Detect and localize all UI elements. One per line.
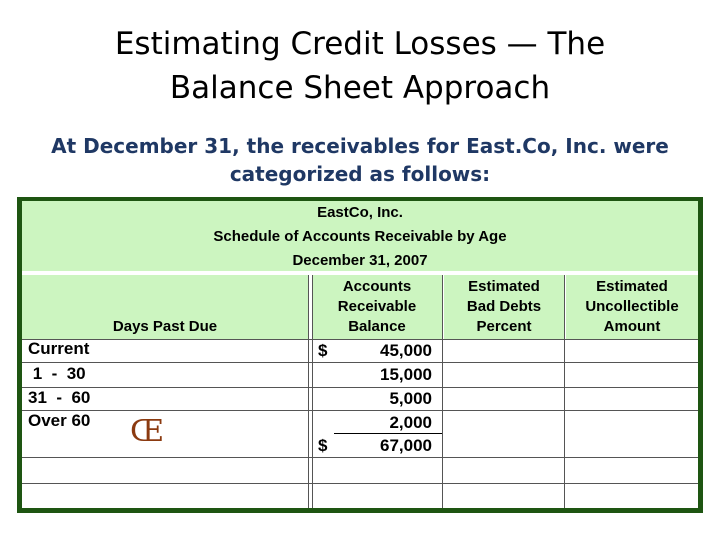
col-header-amount [566,275,698,339]
column-divider [564,275,565,508]
slide-title-line2: Balance Sheet Approach [169,70,551,106]
col-balance-line1: Accounts [342,278,412,295]
total-underline [334,433,442,434]
row-dollar-current: $ [318,341,328,360]
slide-title [0,22,720,110]
col-amount-line3: Amount [603,318,661,335]
row-label-current: Current [28,339,90,358]
col-balance-line2: Receivable [337,298,417,315]
schedule-date: December 31, 2007 [292,252,428,269]
slide-subtitle-line2: categorized as follows: [229,162,491,186]
row-divider [22,339,698,340]
row-divider [22,483,698,484]
row-balance-1-30: 15,000 [380,365,432,384]
schedule-title: Schedule of Accounts Receivable by Age [213,228,507,245]
row-divider [22,362,698,363]
total-dollar: $ [318,436,328,455]
row-divider [22,410,698,411]
col-percent-line3: Percent [476,318,532,335]
slide-title-line1: Estimating Credit Losses — The [114,26,606,62]
row-balance-over-60: 2,000 [389,413,432,432]
row-balance-31-60: 5,000 [389,389,432,408]
col-header-balance [312,275,442,339]
row-divider [22,457,698,458]
aging-schedule-frame [17,197,703,513]
col-header-percent [444,275,564,339]
row-label-1-30: 1 - 30 [28,364,86,383]
company-name: EastCo, Inc. [317,204,403,221]
slide-subtitle [40,132,680,188]
col-percent-line1: Estimated [468,278,540,295]
aging-schedule [22,201,698,508]
col-amount-line2: Uncollectible [585,298,679,315]
col-amount-line1: Estimated [596,278,668,295]
col-percent-line2: Bad Debts [466,298,542,315]
column-divider [312,275,313,508]
col-header-days [22,275,308,339]
total-balance: 67,000 [380,436,432,455]
col-balance-line3: Balance [348,318,406,335]
row-label-31-60: 31 - 60 [28,388,91,407]
row-balance-current: 45,000 [380,341,432,360]
col-days-label: Days Past Due [112,318,218,335]
row-divider [22,387,698,388]
column-divider [442,275,443,508]
slide-subtitle-line1: At December 31, the receivables for East.Co, Inc. were [51,134,669,158]
row-label-over-60: Over 60 [28,411,91,430]
schedule-header [22,201,698,271]
oe-glyph: Œ [130,414,165,449]
column-divider [308,275,309,508]
